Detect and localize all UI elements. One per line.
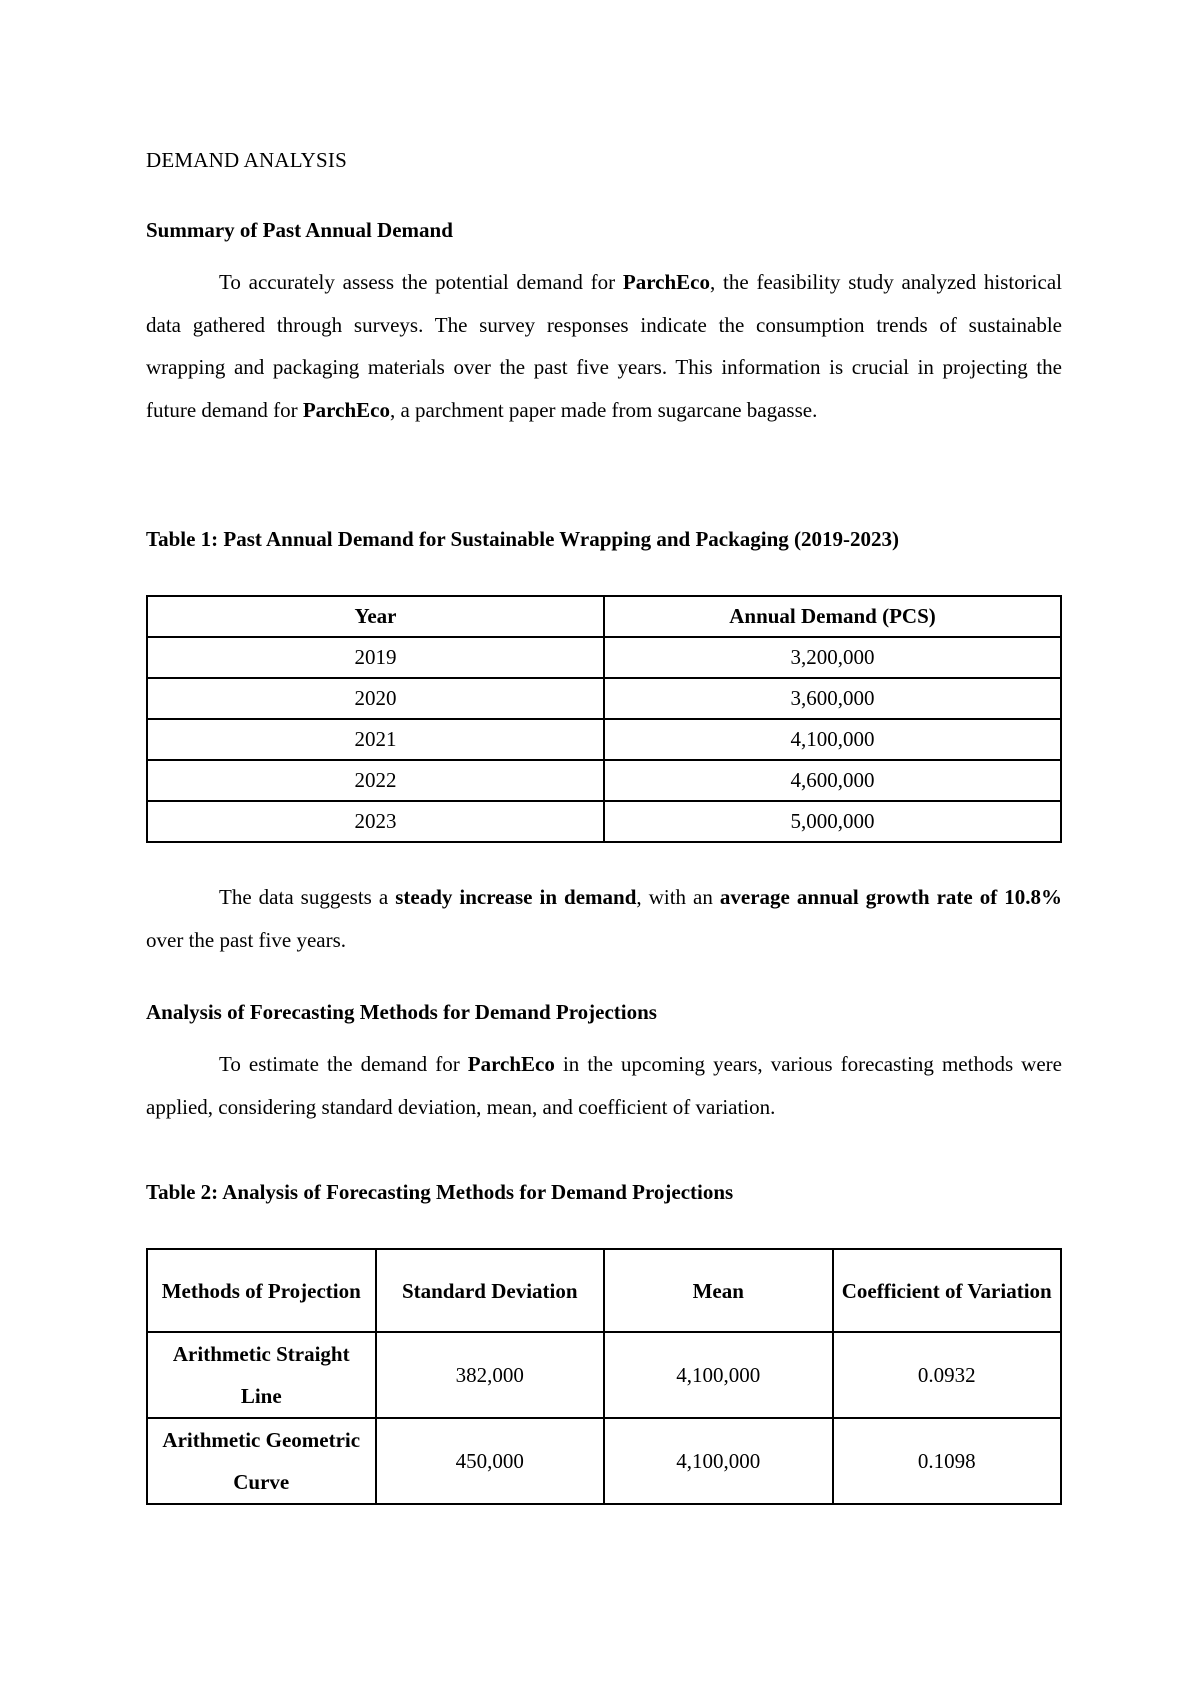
table-row xyxy=(147,1332,1061,1418)
table2-caption: Table 2: Analysis of Forecasting Methods for Demand Projections xyxy=(146,1180,734,1204)
paragraph-text: , with an xyxy=(636,885,720,909)
table-row xyxy=(147,760,1061,801)
year-cell: 2020 xyxy=(147,678,604,719)
paragraph-text: in the upcoming years, various forecasting methods were applied, considering standard deviation, mean, and coefficient of variation. xyxy=(146,1052,1062,1119)
coefficient-cell: 0.1098 xyxy=(833,1418,1062,1504)
document-title: DEMAND ANALYSIS xyxy=(146,148,347,172)
column-header-annual-demand: Annual Demand (PCS) xyxy=(604,596,1061,637)
demand-cell: 5,000,000 xyxy=(604,801,1061,842)
demand-cell: 3,200,000 xyxy=(604,637,1061,678)
method-cell: Arithmetic Straight Line xyxy=(147,1332,376,1418)
forecasting-methods-table xyxy=(146,1248,1062,1505)
table1-caption: Table 1: Past Annual Demand for Sustainable Wrapping and Packaging (2019-2023) xyxy=(146,527,900,551)
year-cell: 2022 xyxy=(147,760,604,801)
intro-paragraph xyxy=(146,261,1062,431)
standard-deviation-cell: 382,000 xyxy=(376,1332,605,1418)
column-header-method: Methods of Projection xyxy=(147,1249,376,1332)
emphasized-text: steady increase in demand xyxy=(395,885,637,909)
forecasting-paragraph xyxy=(146,1043,1062,1128)
table-header-row xyxy=(147,1249,1061,1332)
year-cell: 2021 xyxy=(147,719,604,760)
year-cell: 2019 xyxy=(147,637,604,678)
paragraph-text: To accurately assess the potential demand for xyxy=(219,270,623,294)
mean-cell: 4,100,000 xyxy=(604,1332,833,1418)
method-cell: Arithmetic Geometric Curve xyxy=(147,1418,376,1504)
section-heading-past-demand: Summary of Past Annual Demand xyxy=(146,218,453,242)
mean-cell: 4,100,000 xyxy=(604,1418,833,1504)
table-row xyxy=(147,719,1061,760)
emphasized-text: average annual growth rate of 10.8% xyxy=(719,885,1063,909)
emphasized-text: ParchEco xyxy=(467,1052,555,1076)
paragraph-text: The data suggests a xyxy=(219,885,396,909)
table-row xyxy=(147,801,1061,842)
past-demand-table xyxy=(146,595,1062,843)
demand-cell: 3,600,000 xyxy=(604,678,1061,719)
demand-cell: 4,100,000 xyxy=(604,719,1061,760)
paragraph-text: To estimate the demand for xyxy=(219,1052,468,1076)
growth-paragraph xyxy=(146,876,1062,961)
table-row xyxy=(147,678,1061,719)
coefficient-cell: 0.0932 xyxy=(833,1332,1062,1418)
emphasized-text: ParchEco xyxy=(622,270,711,294)
column-header-coefficient: Coefficient of Variation xyxy=(833,1249,1062,1332)
emphasized-text: ParchEco xyxy=(302,397,390,422)
column-header-year: Year xyxy=(147,596,604,637)
table-row xyxy=(147,1418,1061,1504)
paragraph-text: over the past five years. xyxy=(146,927,347,952)
column-header-standard-deviation: Standard Deviation xyxy=(376,1249,605,1332)
table-header-row xyxy=(147,596,1061,637)
year-cell: 2023 xyxy=(147,801,604,842)
paragraph-text: , the feasibility study analyzed historical data gathered through surveys. The survey responses indicate the consumption trends of sustainable wrapping and packaging materials over the past five years. This information is crucial in projecting the future demand for xyxy=(146,270,1062,422)
column-header-mean: Mean xyxy=(604,1249,833,1332)
table-row xyxy=(147,637,1061,678)
section-heading-forecasting: Analysis of Forecasting Methods for Demand Projections xyxy=(146,1000,657,1024)
paragraph-text: , a parchment paper made from sugarcane bagasse. xyxy=(389,397,818,422)
demand-cell: 4,600,000 xyxy=(604,760,1061,801)
standard-deviation-cell: 450,000 xyxy=(376,1418,605,1504)
